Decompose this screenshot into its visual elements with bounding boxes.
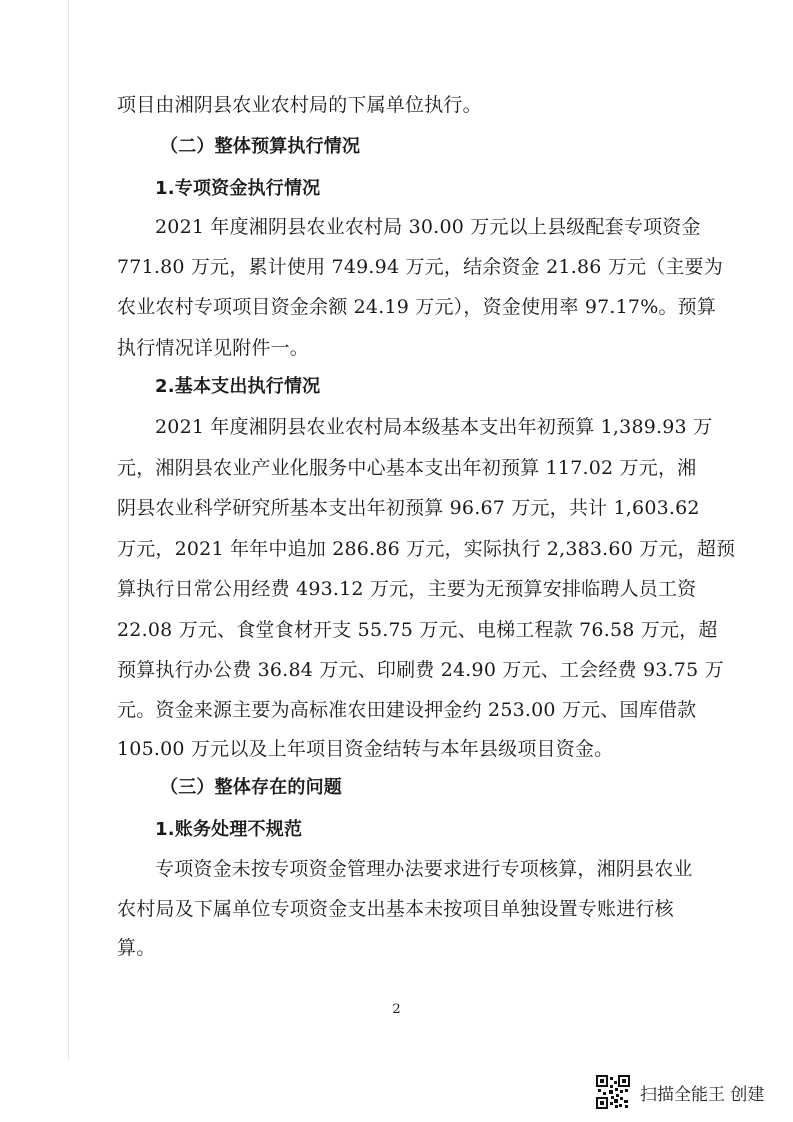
body-line-7: 元，湘阴县农业产业化服务中心基本支出年初预算 117.02 万元，湘	[117, 457, 697, 479]
section-heading-2: （二）整体预算执行情况	[160, 136, 361, 157]
body-line-5: 执行情况详见附件一。	[117, 337, 310, 359]
body-line-16: 农村局及下属单位专项资金支出基本未按项目单独设置专账进行核	[117, 898, 674, 920]
body-line-6: 2021 年度湘阴县农业农村局本级基本支出年初预算 1,389.93 万	[155, 416, 713, 438]
section-heading-3: （三）整体存在的问题	[160, 777, 342, 798]
page-number: 2	[392, 1002, 401, 1017]
body-line-14: 105.00 万元以及上年项目资金结转与本年县级项目资金。	[117, 738, 614, 760]
body-line-3: 771.80 万元，累计使用 749.94 万元，结余资金 21.86 万元（主要为	[117, 256, 723, 278]
body-line-17: 算。	[117, 937, 156, 959]
body-line-12: 预算执行办公费 36.84 万元、印刷费 24.90 万元、工会经费 93.75 万	[117, 659, 724, 681]
body-line-9: 万元，2021 年年中追加 286.86 万元，实际执行 2,383.60 万元，超预	[117, 538, 736, 560]
body-line-2: 2021 年度湘阴县农业农村局 30.00 万元以上县级配套专项资金	[155, 216, 701, 238]
body-line-1: 项目由湘阴县农业农村局的下属单位执行。	[117, 94, 482, 116]
body-line-15: 专项资金未按专项资金管理办法要求进行专项核算，湘阴县农业	[155, 858, 693, 880]
body-line-11: 22.08 万元、食堂食材开支 55.75 万元、电梯工程款 76.58 万元，超	[117, 619, 718, 641]
body-line-8: 阴县农业科学研究所基本支出年初预算 96.67 万元，共计 1,603.62	[117, 497, 700, 519]
subheading-1: 1.专项资金执行情况	[155, 178, 321, 199]
body-line-10: 算执行日常公用经费 493.12 万元，主要为无预算安排临聘人员工资	[117, 578, 697, 600]
qr-code-icon	[596, 1075, 630, 1109]
body-line-13: 元。资金来源主要为高标准农田建设押金约 253.00 万元、国库借款	[117, 699, 697, 721]
subheading-2: 2.基本支出执行情况	[155, 376, 321, 397]
page-edge	[68, 0, 69, 1060]
scanner-watermark	[596, 1072, 764, 1112]
scanner-label: 扫描全能王 创建	[640, 1084, 765, 1105]
subheading-3: 1.账务处理不规范	[155, 819, 303, 840]
body-line-4: 农业农村专项项目资金余额 24.19 万元），资金使用率 97.17%。预算	[117, 296, 717, 318]
